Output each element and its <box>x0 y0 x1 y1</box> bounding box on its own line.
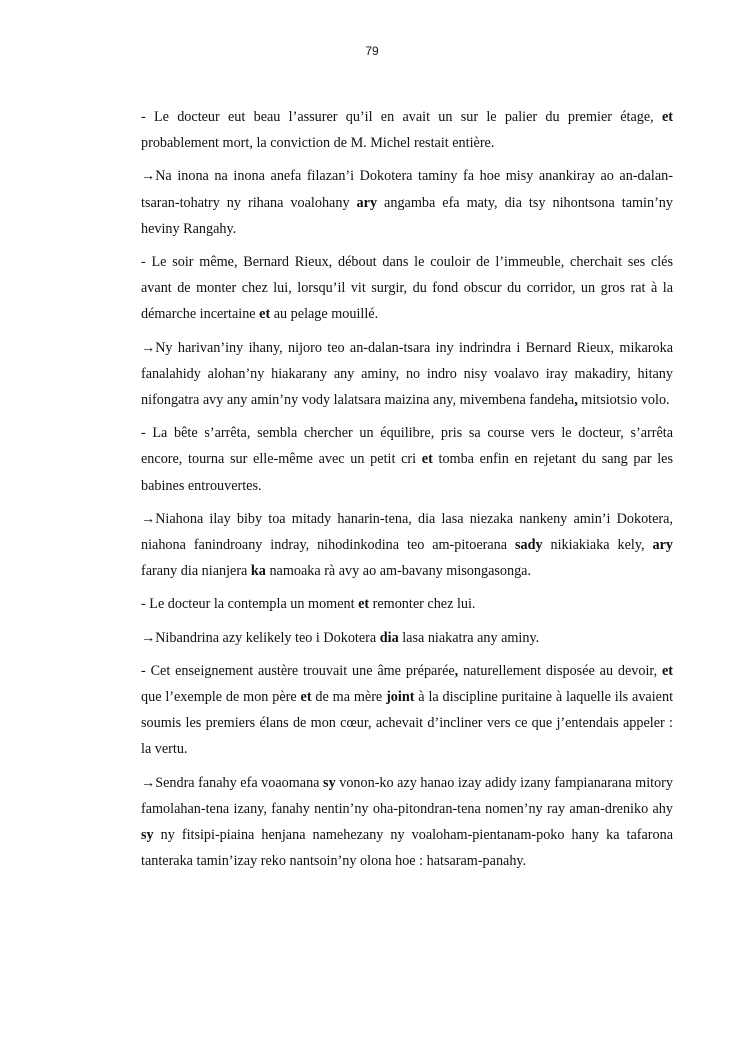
page-number: 79 <box>365 44 379 58</box>
text-run: remonter chez lui. <box>369 596 476 613</box>
body-text <box>141 104 673 881</box>
paragraph-fr-5 <box>141 658 673 763</box>
text-run: probablement mort, la conviction de M. Michel restait entière. <box>141 135 495 152</box>
text-run: →Ny harivan’iny ihany, nijoro teo an-dalan-tsara iny indrindra i Bernard Rieux, mikaroka fanalahidy alohan’ny hiakarany any aminy, no indro nisy voalavo iray makadiry, hitany nifongatra avy any amin’ny vody lalatsara maizina any, mivembena fandeha <box>141 339 673 409</box>
bold-run: dia <box>379 629 399 646</box>
bold-run: sy <box>323 774 336 791</box>
text-run: nikiakiaka kely, <box>542 537 653 554</box>
text-run: que l’exemple de mon père <box>141 689 301 706</box>
paragraph-mg-5 <box>141 770 673 875</box>
paragraph-fr-4 <box>141 591 673 617</box>
bold-run: et <box>300 689 312 706</box>
text-run: au pelage mouillé. <box>270 306 379 323</box>
text-run: →Nibandrina azy kelikely teo i Dokotera <box>141 629 380 646</box>
text-run: - Le soir même, Bernard Rieux, débout dans le couloir de l’immeuble, cherchait ses clés avant de monter chez lui, lorsqu’il vit surgir, du fond obscur du corridor, un gros rat à la démarche incertaine <box>141 254 673 323</box>
text-run: - La bête s’arrêta, sembla chercher un équilibre, pris sa course vers le docteur, s’arrêta encore, tourna sur elle-même avec un petit cri <box>141 425 673 468</box>
bold-run: et <box>661 109 673 125</box>
text-run: vonon-ko azy hanao izay adidy izany fampianarana mitory famolahan-tena izany, fanahy nentin’ny oha-pitondran-tena nomen’ny ray aman-dreniko ahy <box>141 774 673 817</box>
bold-run: sy <box>141 827 154 844</box>
bold-run: , <box>574 392 578 409</box>
bold-run: sady <box>514 537 543 554</box>
text-run: namoaka rà avy ao am-bavany misongasonga. <box>265 563 532 580</box>
paragraph-fr-2 <box>141 249 673 328</box>
text-run: lasa niakatra any aminy. <box>398 629 540 646</box>
paragraph-fr-1 <box>141 104 673 156</box>
bold-run: ka <box>250 563 266 580</box>
text-run: →Sendra fanahy efa voaomana <box>141 774 324 791</box>
text-run: naturellement disposée au devoir, <box>458 662 662 679</box>
paragraph-mg-2 <box>141 335 673 414</box>
bold-run: et <box>661 662 673 679</box>
text-run: de ma mère <box>311 689 387 706</box>
bold-run: joint <box>386 689 415 706</box>
paragraph-mg-4 <box>141 625 673 651</box>
text-run: →Niahona ilay biby toa mitady hanarin-tena, dia lasa niezaka nankeny amin’i Dokotera, niahona fanindroany indray, nihodinkodina teo am-pitoerana <box>141 510 673 554</box>
bold-run: ary <box>652 537 673 554</box>
text-run: farany dia nianjera <box>141 563 251 580</box>
paragraph-mg-3 <box>141 506 673 585</box>
bold-run: ary <box>356 194 378 211</box>
paragraph-fr-3 <box>141 420 673 499</box>
text-run: - Cet enseignement austère trouvait une âme préparée <box>141 662 455 679</box>
text-run: →Na inona na inona anefa filazan’i Dokotera taminy fa hoe misy anankiray ao an-dalan-tsaran-tohatry ny rihana voalohany <box>141 168 673 211</box>
bold-run: et <box>259 306 271 323</box>
bold-run: et <box>358 596 370 613</box>
text-run: - Le docteur la contempla un moment <box>141 596 359 613</box>
text-run: à la discipline puritaine à laquelle ils avaient soumis les premiers élans de mon cœur, achevait d’incliner vers ce que j’entendais appeler : la vertu. <box>141 689 674 758</box>
text-run: ny fitsipi-piaina henjana namehezany ny voaloham-pientanam-poko hany ka tafarona tanteraka tamin’izay reko nantsoin’ny olona hoe : hatsaram-panahy. <box>141 827 673 870</box>
text-run: mitsiotsio volo. <box>577 392 670 409</box>
text-run: angamba efa maty, dia tsy nihontsona tamin’ny heviny Rangahy. <box>141 194 673 237</box>
paragraph-mg-1 <box>141 163 673 242</box>
bold-run: et <box>421 451 433 468</box>
bold-run: , <box>454 662 459 679</box>
text-run: - Le docteur eut beau l’assurer qu’il en avait un sur le palier du premier étage, <box>141 109 662 125</box>
text-run: tomba enfin en rejetant du sang par les babines entrouvertes. <box>141 451 674 494</box>
